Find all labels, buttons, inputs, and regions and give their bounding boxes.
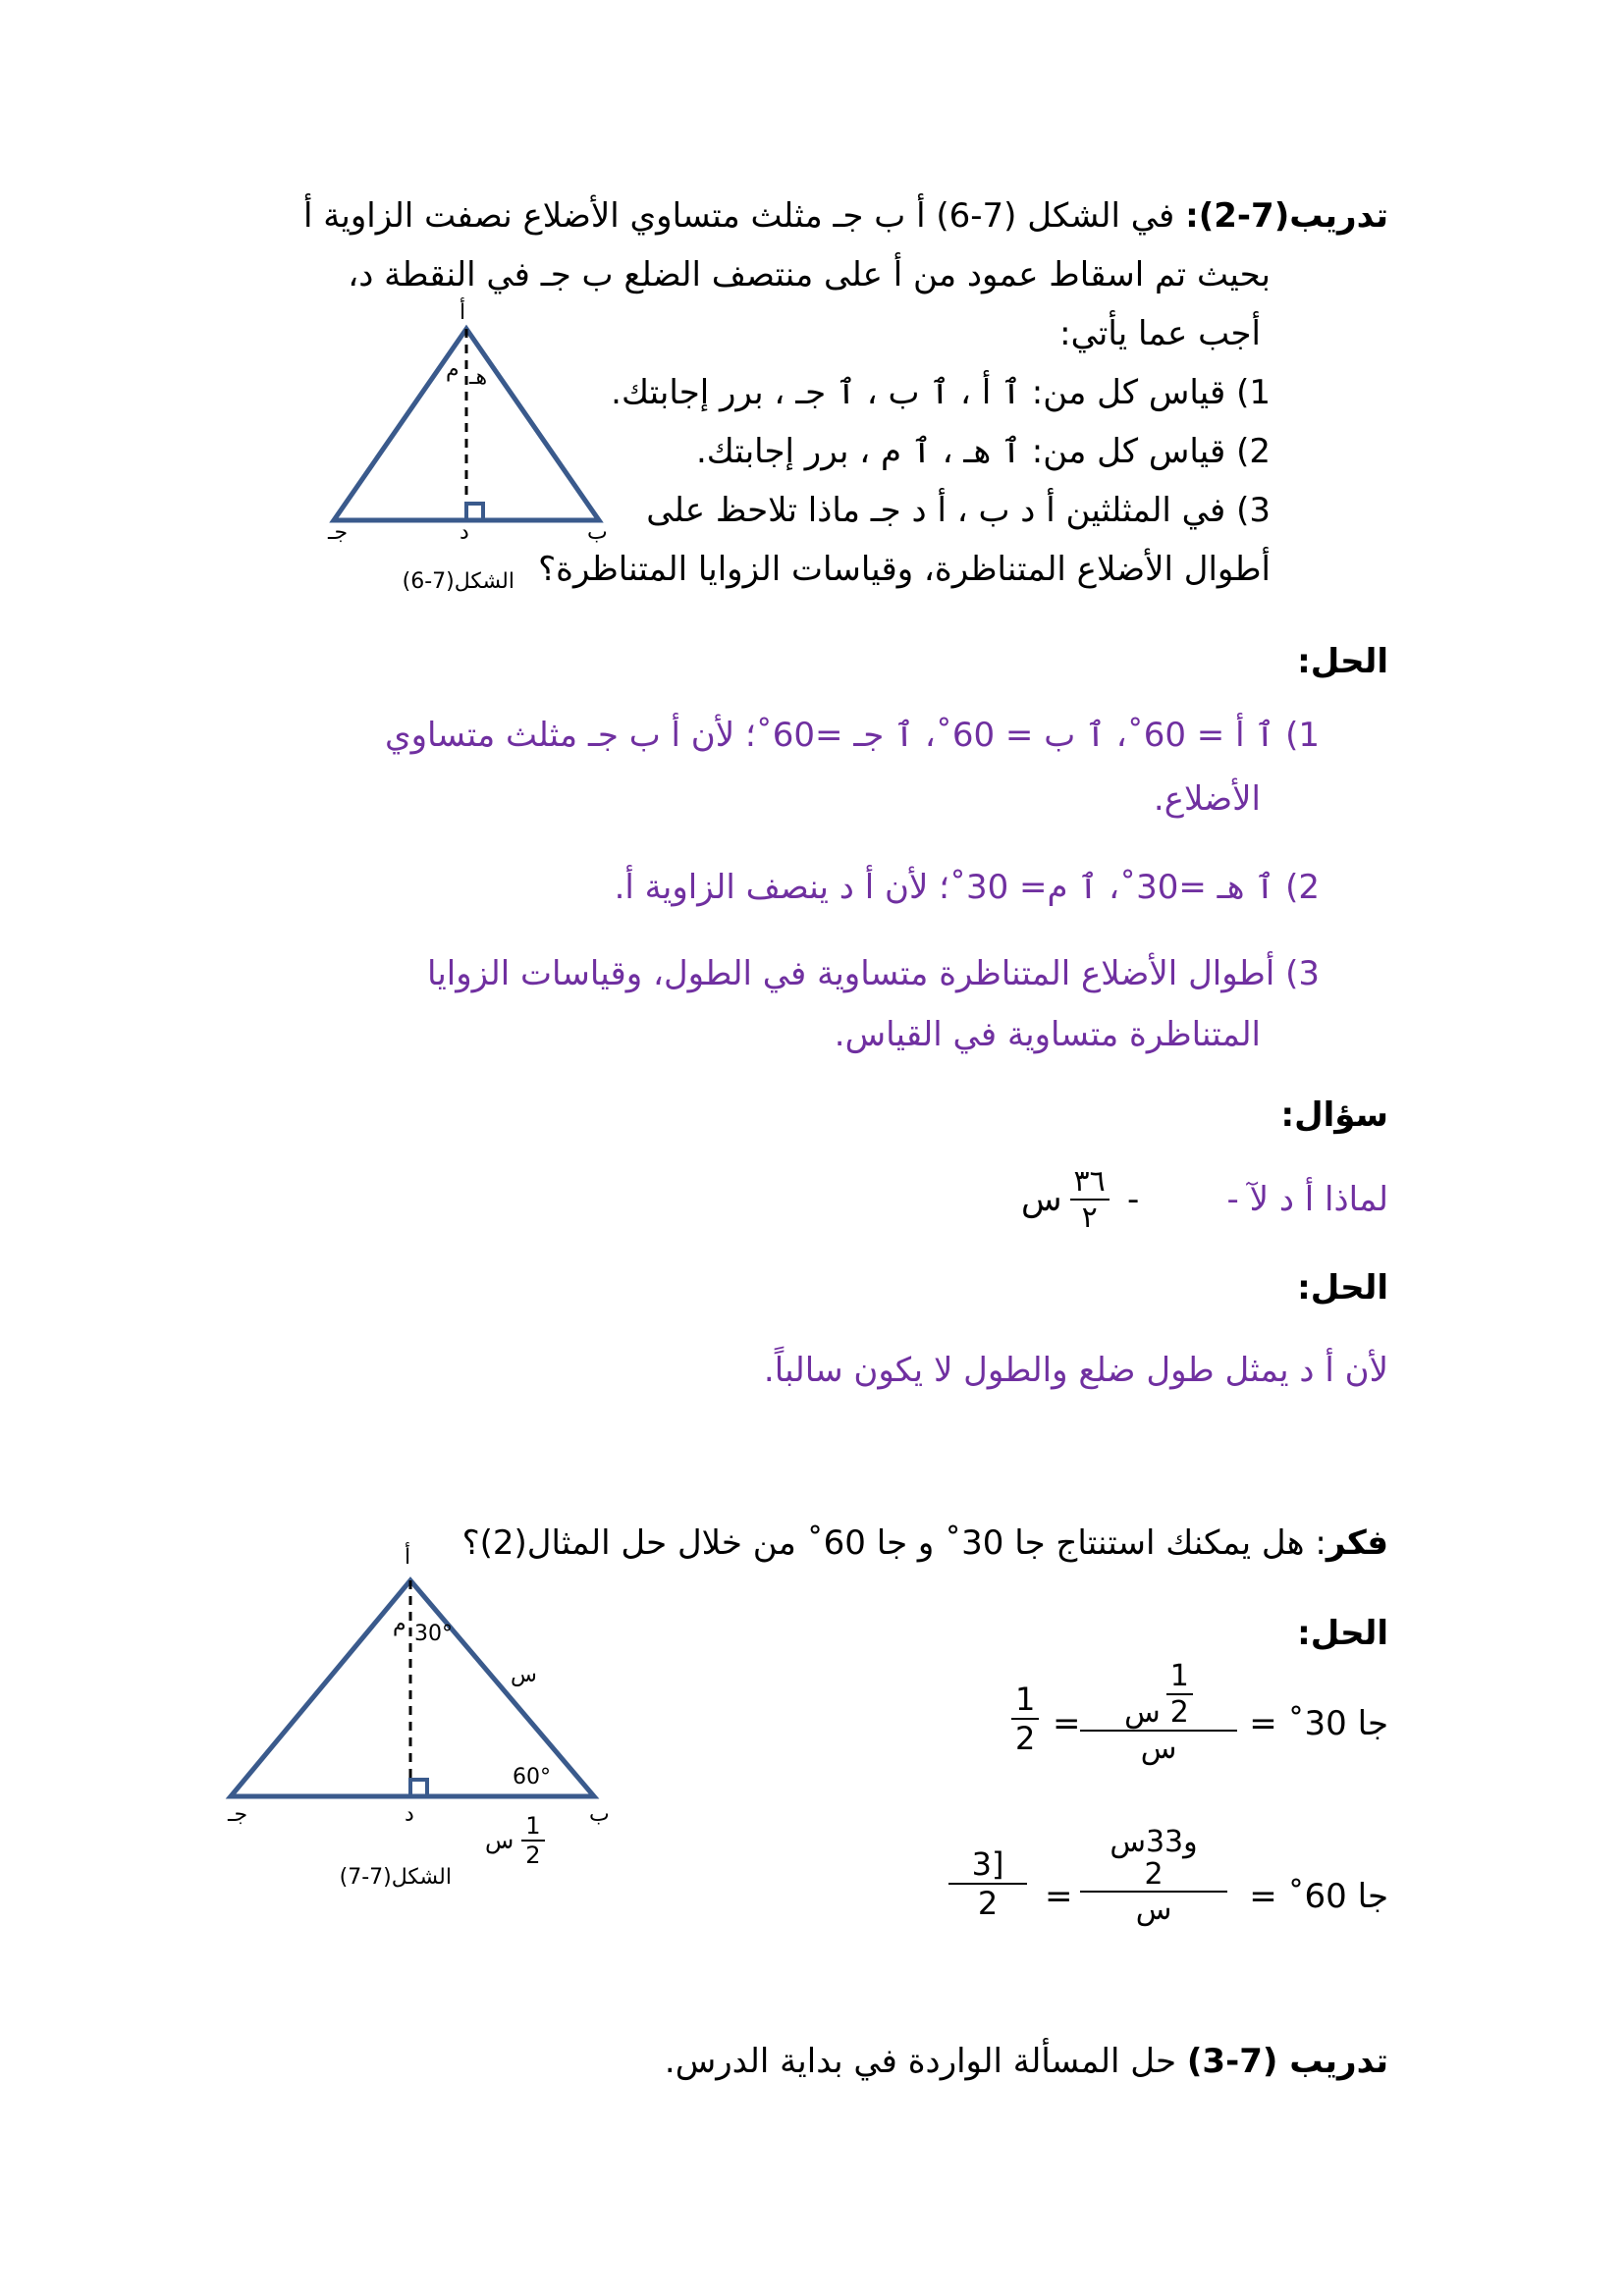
eq1-denominator: س xyxy=(1140,1732,1177,1766)
fig7-half-frac xyxy=(521,1812,544,1869)
eq2-result-num: 3] xyxy=(948,1845,1027,1885)
exercise-2-q3a: 3) في المثلثين أ د ب ، أ د جـ ماذا تلاحظ على xyxy=(646,491,1271,530)
question-expression xyxy=(1021,1164,1110,1235)
fig7-half-s-var: س xyxy=(485,1827,514,1854)
exercise-3-text: حل المسألة الواردة في بداية الدرس. xyxy=(664,2042,1187,2081)
fig7-label-60: 60° xyxy=(513,1765,551,1789)
eq2-result-den: 2 xyxy=(977,1885,999,1922)
eq2-main-fraction xyxy=(1080,1826,1227,1927)
eq1-result xyxy=(1011,1681,1039,1757)
fig7-half-num: 1 xyxy=(521,1812,544,1842)
fig7-label-j: جـ xyxy=(228,1802,248,1827)
question-frac-den: ٢ xyxy=(1081,1201,1098,1235)
question-variable: س xyxy=(1021,1180,1062,1219)
fig7-label-b: ب xyxy=(589,1802,610,1827)
solution-1-a3a: 3) أطوال الأضلاع المتناظرة متساوية في الطول، وقياسات الزوايا xyxy=(426,954,1320,993)
eq2-result xyxy=(948,1845,1027,1922)
eq1-num-var: س xyxy=(1124,1695,1161,1730)
solution-1-title: الحل: xyxy=(1297,642,1388,681)
exercise-3-title: تدريب (7-3) xyxy=(1186,2042,1388,2081)
fig7-label-m: م xyxy=(393,1612,406,1636)
solution-2-title: الحل: xyxy=(1297,1268,1388,1308)
eq1-equals: = xyxy=(1053,1704,1081,1743)
eq1-result-fraction xyxy=(1011,1681,1039,1757)
fig7-half-s xyxy=(485,1812,545,1869)
fig6-label-j: جـ xyxy=(328,520,349,545)
question-title: سؤال: xyxy=(1280,1095,1388,1135)
question-frac-num: ٣٦ xyxy=(1070,1164,1110,1201)
fig6-label-m: م xyxy=(446,357,460,382)
question-fraction xyxy=(1070,1164,1110,1235)
fig6-caption: الشكل(7-6) xyxy=(402,569,514,594)
question-dash: - xyxy=(1127,1180,1140,1219)
eq1-result-num: 1 xyxy=(1011,1681,1039,1720)
eq1-lhs: جا 30˚ = xyxy=(1249,1704,1388,1743)
exercise-2-line1 xyxy=(210,192,1388,240)
right-angle-mark xyxy=(466,504,483,520)
solution-1-a1: 1) ٱ أ = 60˚، ٱ ب = 60˚، ٱ جـ =60˚؛ لأن أ ب جـ مثلث متساوي xyxy=(385,716,1320,755)
fig7-caption: الشكل(7-7) xyxy=(339,1865,452,1890)
question-text: لماذا أ د لآ - xyxy=(1226,1180,1388,1219)
eq1-inner-fraction xyxy=(1166,1659,1193,1730)
think-solution-title: الحل: xyxy=(1297,1614,1388,1653)
solution-1-a3b: المتناظرة متساوية في القياس. xyxy=(834,1015,1261,1054)
exercise-2-intro3: أجب عما يأتي: xyxy=(1059,314,1261,353)
fig7-label-30: 30° xyxy=(414,1622,453,1646)
eq1-result-den: 2 xyxy=(1015,1720,1036,1757)
fig7-half-den: 2 xyxy=(525,1842,541,1869)
fig7-label-s: س xyxy=(511,1663,537,1687)
solution-1-a2: 2) ٱ هـ =30˚، ٱ م= 30˚؛ لأن أ د ينصف الزاوية أ. xyxy=(614,868,1320,907)
fig6-label-a: أ xyxy=(460,300,466,325)
solution-2-text: لأن أ د يمثل طول ضلع والطول لا يكون سالباً. xyxy=(763,1351,1388,1390)
fig7-label-d: د xyxy=(405,1802,414,1827)
exercise-2-q2: 2) قياس كل من: ٱ هـ ، ٱ م ، برر إجابتك. xyxy=(695,432,1271,471)
exercise-2-q1: 1) قياس كل من: ٱ أ ، ٱ ب ، ٱ جـ ، برر إجابتك. xyxy=(611,373,1271,412)
eq1-inner-den: 2 xyxy=(1169,1695,1189,1730)
eq1-numerator xyxy=(1080,1659,1237,1732)
exercise-2-intro2: بحيث تم اسقاط عمود من أ على منتصف الضلع ب جـ في النقطة د، xyxy=(348,255,1271,294)
exercise-2-title: تدريب(7-2): xyxy=(1185,196,1388,236)
think-title: فكر xyxy=(1326,1523,1388,1563)
eq2-denominator: س xyxy=(1135,1893,1172,1927)
eq1-inner-num: 1 xyxy=(1166,1659,1193,1695)
solution-1-a1b: الأضلاع. xyxy=(1153,779,1261,819)
eq2-equals-1: = xyxy=(1045,1877,1073,1916)
triangle-abc-2 xyxy=(231,1580,594,1796)
figure-7-6 xyxy=(314,294,628,540)
exercise-2-intro1: في الشكل (7-6) أ ب جـ مثلث متساوي الأضلاع نصفت الزاوية أ xyxy=(302,196,1186,236)
fig6-label-h: هـ xyxy=(469,365,488,390)
eq1-main-fraction xyxy=(1080,1659,1237,1766)
eq2-lhs: جا 60˚ = xyxy=(1249,1877,1388,1916)
right-angle-mark-2 xyxy=(410,1780,427,1796)
eq2-numerator xyxy=(1080,1826,1227,1893)
eq2-num-text: و33س xyxy=(1110,1825,1198,1859)
think-text: : هل يمكنك استنتاج جا 30˚ و جا 60˚ من خلال حل المثال(2)؟ xyxy=(461,1523,1326,1563)
exercise-2-q3b: أطوال الأضلاع المتناظرة، وقياسات الزوايا المتناظرة؟ xyxy=(538,550,1271,589)
fig6-label-d: د xyxy=(460,520,469,545)
exercise-3-line xyxy=(406,2038,1388,2086)
fig7-label-a: أ xyxy=(405,1545,411,1570)
fig6-label-b: ب xyxy=(587,520,608,545)
eq2-inner-den: 2 xyxy=(1144,1857,1164,1892)
